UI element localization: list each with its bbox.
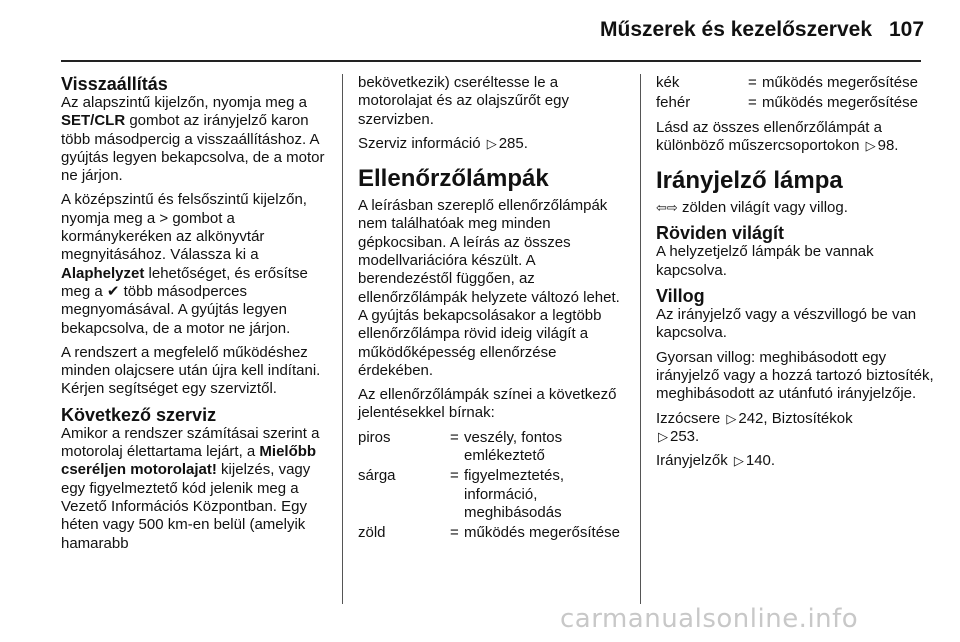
color-name: piros: [358, 428, 391, 446]
paragraph: A leírásban szereplő ellenőrzőlámpák nem találhatóak meg minden gépkocsiban. A leírás az összes modellvariációra készült. A berendezéstől függően, az ellenőrzőlámpák helyzete változó lehet. A gyújtás bekapcsolásakor a legtöbb ellenőrzőlámpa rövid ideig világít a működőképesség ellenőrzése érdekében.: [358, 197, 620, 379]
paragraph: [61, 191, 331, 337]
column-3: [656, 74, 948, 476]
equals-sign: =: [450, 467, 459, 485]
chevron-right-icon: >: [159, 209, 169, 227]
paragraph: [656, 410, 948, 447]
equals-sign: =: [450, 524, 459, 542]
color-meaning-table: [358, 429, 630, 543]
text: Az alapszintű kijelzőn, nyomja meg a: [61, 94, 307, 111]
equals-sign: =: [450, 428, 459, 446]
text: Irányjelzők: [656, 452, 728, 470]
page-reference-icon: ▷: [486, 135, 497, 151]
column-divider: [640, 74, 641, 604]
paragraph: A helyzetjelző lámpák be vannak kapcsolva.: [656, 243, 874, 279]
table-row: [358, 429, 630, 466]
heading-next-service: Következő szerviz: [61, 404, 217, 425]
heading-short-light: Röviden világít: [656, 223, 785, 244]
page-reference-icon: ▷: [658, 428, 668, 444]
header-divider: [61, 60, 921, 62]
heading-turn-signal-lamp: Irányjelző lámpa: [656, 167, 843, 195]
page-ref: 98.: [877, 136, 899, 154]
color-meaning: működés megerősítése: [762, 74, 918, 91]
text: lehetőséget, és erősítse meg a: [61, 264, 308, 300]
table-row: [656, 94, 948, 112]
color-meaning: figyelmeztetés, információ, meghibásodás: [464, 467, 565, 521]
turn-signal-arrows-icon: ⇦⇨: [656, 200, 678, 216]
paragraph: A rendszert a megfelelő működéshez minden olajcsere után újra kell indítani. Kérjen segítséget egy szerviztől.: [61, 343, 321, 398]
bold-text: Mielőbb cseréljen motorolajat!: [61, 443, 317, 479]
text: Lásd az összes ellenőrzőlámpát a különböző műszercsoportokon: [656, 118, 882, 154]
page-reference-icon: ▷: [865, 137, 876, 153]
paragraph: Az ellenőrzőlámpák színei a következő jelentésekkel bírnak:: [358, 386, 617, 422]
equals-sign: =: [748, 74, 757, 91]
color-meaning: veszély, fontos emlékeztető: [464, 428, 563, 465]
page-header-title: Műszerek és kezelőszervek: [600, 18, 873, 41]
text: gombot a kormánykeréken az alkönyvtár megnyitásához. Válassza ki a: [61, 209, 265, 264]
paragraph: [656, 452, 948, 470]
page-reference-icon: ▷: [726, 410, 737, 426]
table-row: [358, 524, 630, 542]
bold-text: Alaphelyzet: [61, 264, 145, 282]
table-row: [656, 74, 948, 92]
text: több másodperces megnyomásával. A gyújtás legyen bekapcsolva, de a motor ne járjon.: [61, 282, 291, 337]
heading-blink: Villog: [656, 286, 705, 307]
page-ref: 285.: [498, 134, 528, 152]
column-divider: [342, 74, 343, 604]
column-2: [358, 74, 630, 549]
column-1: [61, 74, 331, 559]
page-reference-icon: ▷: [733, 453, 744, 469]
bold-text: SET/CLR: [61, 112, 126, 130]
paragraph: bekövetkezik) cseréltesse le a motorolajat és az olajszűrőt egy szervizben.: [358, 74, 569, 128]
color-name: kék: [656, 74, 680, 91]
color-meaning-table: [656, 74, 948, 113]
text: gombot az irányjelző karon több másodpercig a visszaállításhoz. A gyújtás legyen bekapcsolva, de a motor ne járjon.: [61, 112, 325, 185]
heading-reset: Visszaállítás: [61, 74, 168, 94]
paragraph: [61, 425, 331, 553]
color-name: sárga: [358, 467, 396, 485]
table-row: [358, 467, 630, 522]
paragraph: Az irányjelző vagy a vészvillogó be van kapcsolva.: [656, 306, 917, 342]
page-ref: 253.: [670, 427, 700, 445]
text: zölden világít vagy villog.: [677, 199, 848, 217]
paragraph: [358, 135, 630, 153]
color-name: fehér: [656, 94, 691, 112]
page-number: 107: [889, 18, 925, 41]
paragraph: [656, 119, 948, 156]
text: Izzócsere: [656, 409, 721, 427]
equals-sign: =: [748, 94, 757, 112]
heading-warning-lamps: Ellenőrzőlámpák: [358, 165, 549, 193]
color-name: zöld: [358, 524, 386, 542]
page-ref: 140.: [745, 452, 776, 470]
text: A középszintű és felsőszintű kijelzőn, nyomja meg a: [61, 191, 307, 227]
checkmark-icon: ✔: [106, 282, 120, 300]
text: Amikor a rendszer számításai szerint a motorolaj élettartama lejárt, a: [61, 424, 320, 461]
paragraph: Gyorsan villog: meghibásodott egy irányjelző vagy a hozzá tartozó biztosíték, meghibásodott az utánfutó irányjelzője.: [656, 348, 934, 403]
color-meaning: működés megerősítése: [464, 524, 620, 542]
page-ref: 242, Biztosítékok: [738, 409, 853, 427]
watermark: carmanualsonline.info: [560, 604, 859, 634]
color-meaning: működés megerősítése: [762, 94, 918, 112]
paragraph: [61, 94, 331, 185]
text: kijelzés, vagy egy figyelmeztető kód jelenik meg a Vezető Információs Központban. Egy héten vagy 500 km-en belül (amelyik hamarabb: [61, 461, 311, 552]
paragraph: [656, 199, 948, 217]
text: Szerviz információ: [358, 134, 481, 152]
